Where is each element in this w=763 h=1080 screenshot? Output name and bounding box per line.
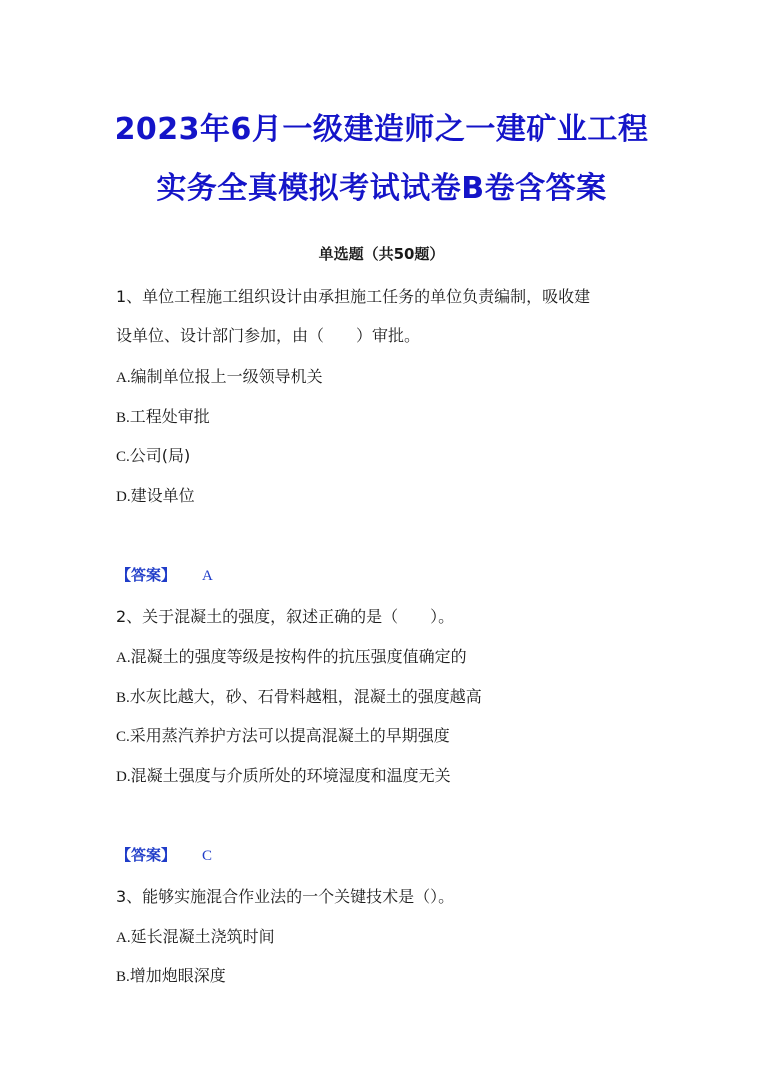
question-1-option-c: [116, 443, 190, 466]
document-title-line-1: 2023年6月一级建造师之一建矿业工程: [114, 112, 649, 147]
option-letter: C.: [116, 449, 130, 465]
question-3-option-b: [116, 963, 226, 986]
option-text: 混凝土强度与介质所处的环境湿度和温度无关: [130, 766, 451, 785]
question-3-stem-line-1: 3、能够实施混合作业法的一个关键技术是（）。: [116, 887, 455, 906]
question-1-option-a: [116, 364, 323, 387]
option-letter: C.: [116, 729, 130, 745]
question-1-answer: [116, 564, 213, 585]
option-text: 混凝土的强度等级是按构件的抗压强度值确定的: [130, 647, 467, 666]
option-text: 编制单位报上一级领导机关: [130, 367, 323, 386]
section-heading: 单选题（共50题）: [318, 245, 445, 263]
question-1-option-b: [116, 404, 210, 427]
question-2-option-a: [116, 644, 467, 667]
option-letter: B.: [116, 969, 130, 985]
option-letter: A.: [116, 650, 131, 666]
option-text: 水灰比越大，砂、石骨料越粗，混凝土的强度越高: [129, 687, 482, 706]
document-title-line-2: 实务全真模拟考试试卷B卷含答案: [156, 171, 607, 206]
option-letter: A.: [116, 930, 131, 946]
option-letter: A.: [116, 370, 131, 386]
question-2-option-b: [116, 684, 482, 707]
question-2-option-c: [116, 723, 450, 746]
option-letter: B.: [116, 690, 130, 706]
question-1-stem-line-2: 设单位、设计部门参加，由（ ）审批。: [116, 326, 421, 345]
option-text: 公司(局): [129, 446, 191, 465]
option-text: 延长混凝土浇筑时间: [130, 927, 275, 946]
question-2-stem-line-1: 2、关于混凝土的强度，叙述正确的是（ ）。: [116, 607, 455, 626]
option-text: 增加炮眼深度: [129, 966, 226, 985]
question-1-stem-line-1: 1、单位工程施工组织设计由承担施工任务的单位负责编制，吸收建: [116, 287, 591, 306]
answer-label: 【答案】: [116, 846, 177, 864]
answer-value: C: [202, 848, 213, 864]
question-1-option-d: [116, 483, 195, 506]
option-letter: D.: [116, 489, 131, 505]
option-letter: B.: [116, 410, 130, 426]
question-2-answer: [116, 844, 212, 865]
option-text: 工程处审批: [129, 407, 210, 426]
question-3-option-a: [116, 924, 275, 947]
answer-label: 【答案】: [116, 566, 177, 584]
option-text: 采用蒸汽养护方法可以提高混凝土的早期强度: [129, 726, 450, 745]
option-letter: D.: [116, 769, 131, 785]
option-text: 建设单位: [130, 486, 195, 505]
answer-value: A: [202, 568, 213, 584]
question-2-option-d: [116, 763, 451, 786]
